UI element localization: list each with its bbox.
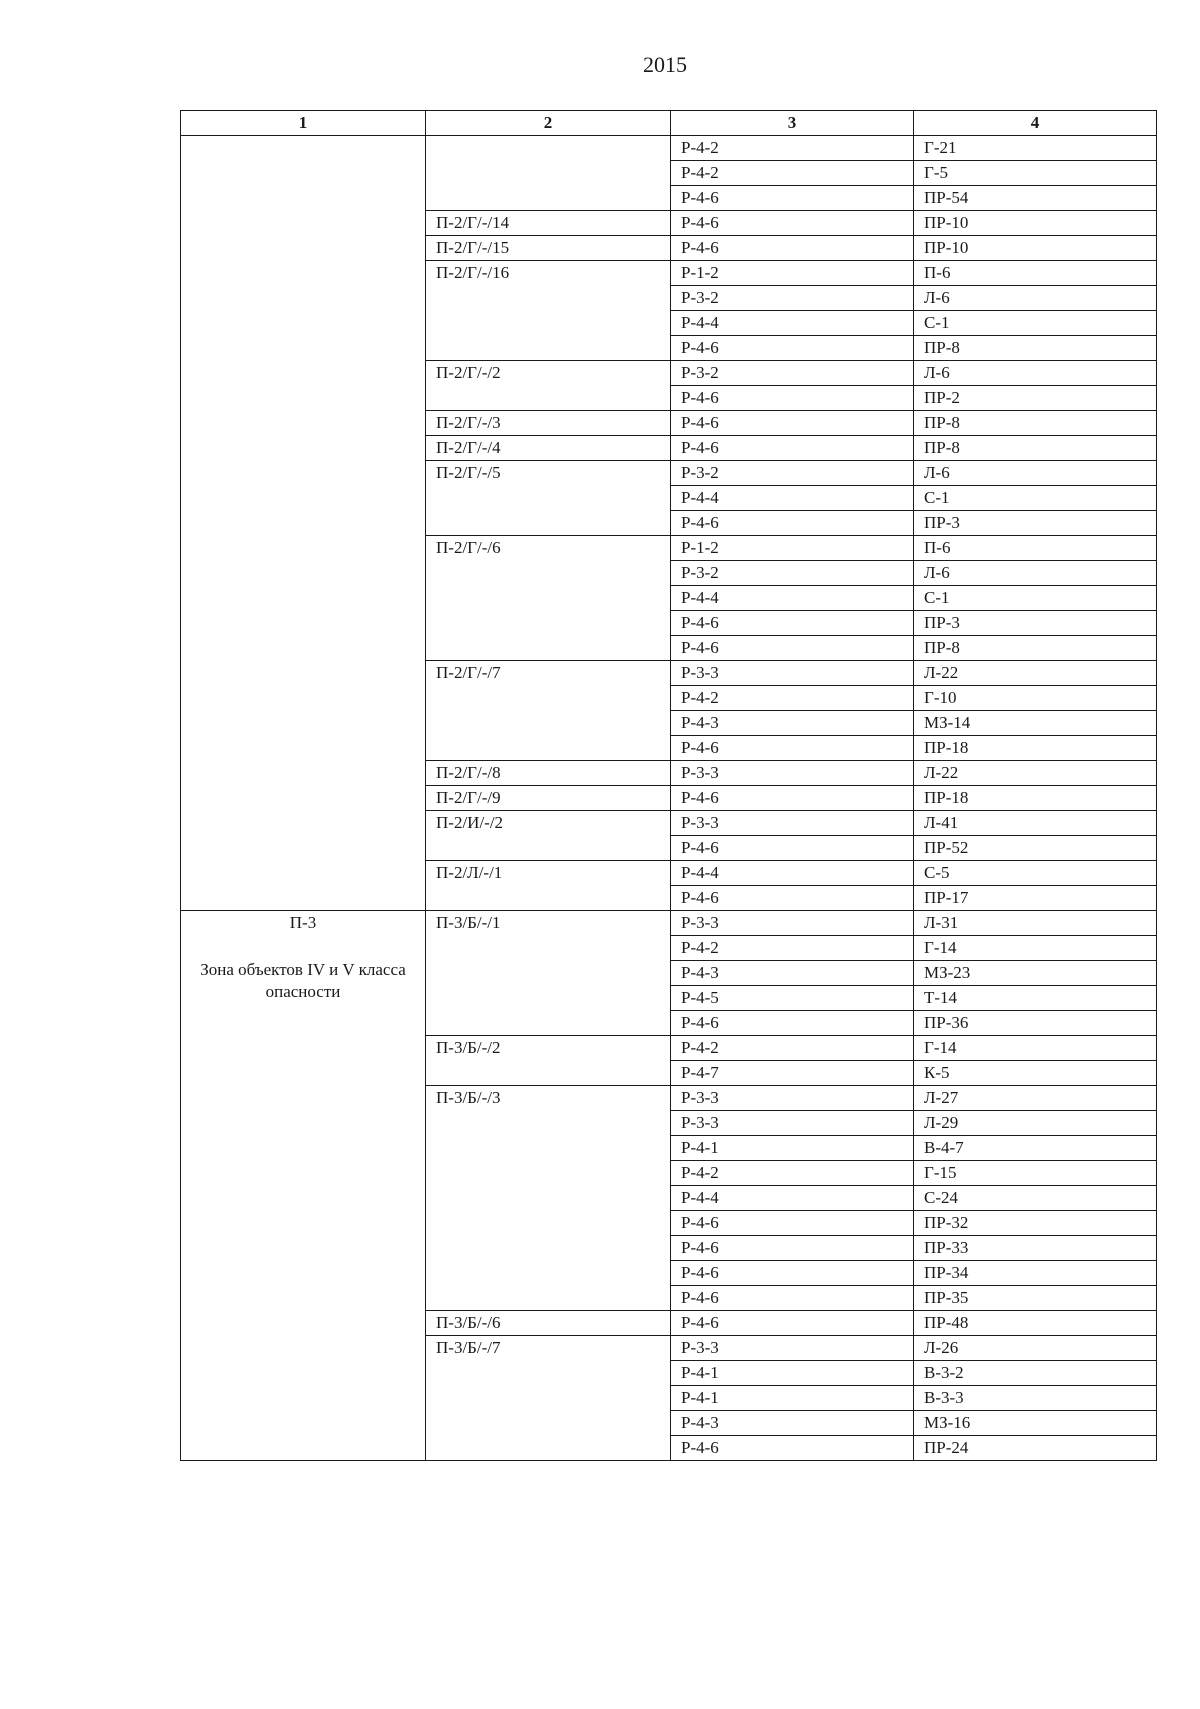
use-code: ПР-2 — [914, 386, 1157, 411]
use-code: С-5 — [914, 861, 1157, 886]
regulation-code: Р-4-4 — [671, 586, 914, 611]
use-code: В-3-2 — [914, 1361, 1157, 1386]
use-code: ПР-3 — [914, 511, 1157, 536]
header-col-3: 3 — [671, 111, 914, 136]
regulation-code: Р-4-6 — [671, 1436, 914, 1461]
regulation-code: Р-4-6 — [671, 1236, 914, 1261]
use-code: ПР-52 — [914, 836, 1157, 861]
table-header — [181, 111, 1157, 136]
use-code: МЗ-23 — [914, 961, 1157, 986]
regulation-code: Р-3-2 — [671, 361, 914, 386]
use-code: В-4-7 — [914, 1136, 1157, 1161]
regulation-code: Р-4-3 — [671, 711, 914, 736]
regulation-code: Р-4-7 — [671, 1061, 914, 1086]
regulation-code: Р-4-6 — [671, 1286, 914, 1311]
regulation-code: Р-4-6 — [671, 736, 914, 761]
regulation-code: Р-4-4 — [671, 861, 914, 886]
regulation-code: Р-4-1 — [671, 1386, 914, 1411]
subzone-code: П-2/Г/-/4 — [426, 436, 671, 461]
header-col-4: 4 — [914, 111, 1157, 136]
use-code: ПР-8 — [914, 436, 1157, 461]
use-code: ПР-24 — [914, 1436, 1157, 1461]
use-code: ПР-32 — [914, 1211, 1157, 1236]
use-code: Л-31 — [914, 911, 1157, 936]
subzone-code: П-3/Б/-/7 — [426, 1336, 671, 1461]
page-number: 2015 — [643, 52, 687, 77]
use-code: С-24 — [914, 1186, 1157, 1211]
subzone-code: П-3/Б/-/3 — [426, 1086, 671, 1311]
regulation-code: Р-3-2 — [671, 286, 914, 311]
use-code: ПР-34 — [914, 1261, 1157, 1286]
use-code: Л-29 — [914, 1111, 1157, 1136]
regulation-code: Р-3-3 — [671, 911, 914, 936]
use-code: ПР-3 — [914, 611, 1157, 636]
regulation-code: Р-4-6 — [671, 411, 914, 436]
use-code: Л-22 — [914, 761, 1157, 786]
subzone-code: П-2/Г/-/14 — [426, 211, 671, 236]
use-code: Л-41 — [914, 811, 1157, 836]
regulation-code: Р-4-6 — [671, 236, 914, 261]
regulation-code: Р-4-6 — [671, 786, 914, 811]
use-code: С-1 — [914, 586, 1157, 611]
use-code: Г-10 — [914, 686, 1157, 711]
use-code: МЗ-16 — [914, 1411, 1157, 1436]
regulation-code: Р-4-3 — [671, 961, 914, 986]
regulation-code: Р-4-5 — [671, 986, 914, 1011]
use-code: ПР-48 — [914, 1311, 1157, 1336]
use-code: Л-27 — [914, 1086, 1157, 1111]
zone-cell — [181, 136, 426, 911]
zone-description: Зона объектов IV и V класса опасности — [200, 960, 406, 1001]
use-code: Л-22 — [914, 661, 1157, 686]
table-body — [181, 136, 1157, 1461]
regulation-code: Р-4-6 — [671, 886, 914, 911]
use-code: Л-26 — [914, 1336, 1157, 1361]
regulation-code: Р-4-2 — [671, 136, 914, 161]
use-code: Л-6 — [914, 361, 1157, 386]
regulation-code: Р-4-2 — [671, 161, 914, 186]
use-code: Г-21 — [914, 136, 1157, 161]
subzone-code: П-2/Г/-/15 — [426, 236, 671, 261]
use-code: П-6 — [914, 536, 1157, 561]
regulation-code: Р-4-6 — [671, 1261, 914, 1286]
use-code: ПР-33 — [914, 1236, 1157, 1261]
regulation-code: Р-4-2 — [671, 686, 914, 711]
use-code: Л-6 — [914, 286, 1157, 311]
regulation-code: Р-1-2 — [671, 536, 914, 561]
use-code: Л-6 — [914, 561, 1157, 586]
subzone-code: П-2/Л/-/1 — [426, 861, 671, 911]
regulation-code: Р-1-2 — [671, 261, 914, 286]
subzone-code: П-3/Б/-/2 — [426, 1036, 671, 1086]
use-code: В-3-3 — [914, 1386, 1157, 1411]
regulation-code: Р-4-6 — [671, 211, 914, 236]
regulation-code: Р-4-2 — [671, 936, 914, 961]
regulation-code: Р-4-6 — [671, 636, 914, 661]
regulation-code: Р-4-6 — [671, 511, 914, 536]
subzone-code: П-2/Г/-/7 — [426, 661, 671, 761]
use-code: Г-5 — [914, 161, 1157, 186]
subzone-code: П-2/Г/-/3 — [426, 411, 671, 436]
subzone-code: П-3/Б/-/1 — [426, 911, 671, 1036]
use-code: Г-15 — [914, 1161, 1157, 1186]
header-col-1: 1 — [181, 111, 426, 136]
regulation-code: Р-3-3 — [671, 1086, 914, 1111]
use-code: ПР-8 — [914, 411, 1157, 436]
regulation-code: Р-4-6 — [671, 336, 914, 361]
use-code: ПР-54 — [914, 186, 1157, 211]
use-code: Т-14 — [914, 986, 1157, 1011]
use-code: С-1 — [914, 486, 1157, 511]
use-code: Г-14 — [914, 1036, 1157, 1061]
regulation-code: Р-4-6 — [671, 436, 914, 461]
regulation-code: Р-4-6 — [671, 611, 914, 636]
table-row — [181, 911, 1157, 936]
zones-table — [180, 110, 1157, 1461]
regulation-code: Р-4-3 — [671, 1411, 914, 1436]
regulation-code: Р-3-3 — [671, 1336, 914, 1361]
subzone-code: П-2/Г/-/8 — [426, 761, 671, 786]
use-code: ПР-8 — [914, 336, 1157, 361]
regulation-code: Р-4-4 — [671, 1186, 914, 1211]
use-code: Л-6 — [914, 461, 1157, 486]
regulation-code: Р-4-2 — [671, 1036, 914, 1061]
subzone-code: П-2/Г/-/9 — [426, 786, 671, 811]
subzone-code: П-2/Г/-/5 — [426, 461, 671, 536]
table-row — [181, 136, 1157, 161]
use-code: ПР-35 — [914, 1286, 1157, 1311]
header-row — [181, 111, 1157, 136]
use-code: ПР-18 — [914, 786, 1157, 811]
use-code: ПР-17 — [914, 886, 1157, 911]
regulation-code: Р-4-2 — [671, 1161, 914, 1186]
zone-code: П-3 — [289, 913, 317, 932]
subzone-code: П-2/И/-/2 — [426, 811, 671, 861]
regulation-code: Р-3-3 — [671, 811, 914, 836]
regulation-code: Р-4-6 — [671, 186, 914, 211]
subzone-code: П-2/Г/-/16 — [426, 261, 671, 361]
regulation-code: Р-4-6 — [671, 386, 914, 411]
use-code: К-5 — [914, 1061, 1157, 1086]
use-code: П-6 — [914, 261, 1157, 286]
regulation-code: Р-3-2 — [671, 461, 914, 486]
regulation-code: Р-4-6 — [671, 1011, 914, 1036]
use-code: С-1 — [914, 311, 1157, 336]
subzone-code — [426, 136, 671, 211]
use-code: ПР-10 — [914, 236, 1157, 261]
subzone-code: П-2/Г/-/2 — [426, 361, 671, 411]
regulation-code: Р-4-6 — [671, 836, 914, 861]
subzone-code: П-2/Г/-/6 — [426, 536, 671, 661]
regulation-code: Р-4-6 — [671, 1211, 914, 1236]
use-code: ПР-18 — [914, 736, 1157, 761]
regulation-code: Р-4-4 — [671, 311, 914, 336]
subzone-code: П-3/Б/-/6 — [426, 1311, 671, 1336]
use-code: ПР-10 — [914, 211, 1157, 236]
regulation-code: Р-3-2 — [671, 561, 914, 586]
zone-cell — [181, 911, 426, 1461]
regulation-code: Р-4-4 — [671, 486, 914, 511]
regulation-code: Р-3-3 — [671, 661, 914, 686]
use-code: ПР-36 — [914, 1011, 1157, 1036]
regulation-code: Р-4-1 — [671, 1136, 914, 1161]
header-col-2: 2 — [426, 111, 671, 136]
use-code: МЗ-14 — [914, 711, 1157, 736]
regulation-code: Р-4-1 — [671, 1361, 914, 1386]
regulation-code: Р-3-3 — [671, 1111, 914, 1136]
regulation-code: Р-4-6 — [671, 1311, 914, 1336]
use-code: Г-14 — [914, 936, 1157, 961]
use-code: ПР-8 — [914, 636, 1157, 661]
regulation-code: Р-3-3 — [671, 761, 914, 786]
